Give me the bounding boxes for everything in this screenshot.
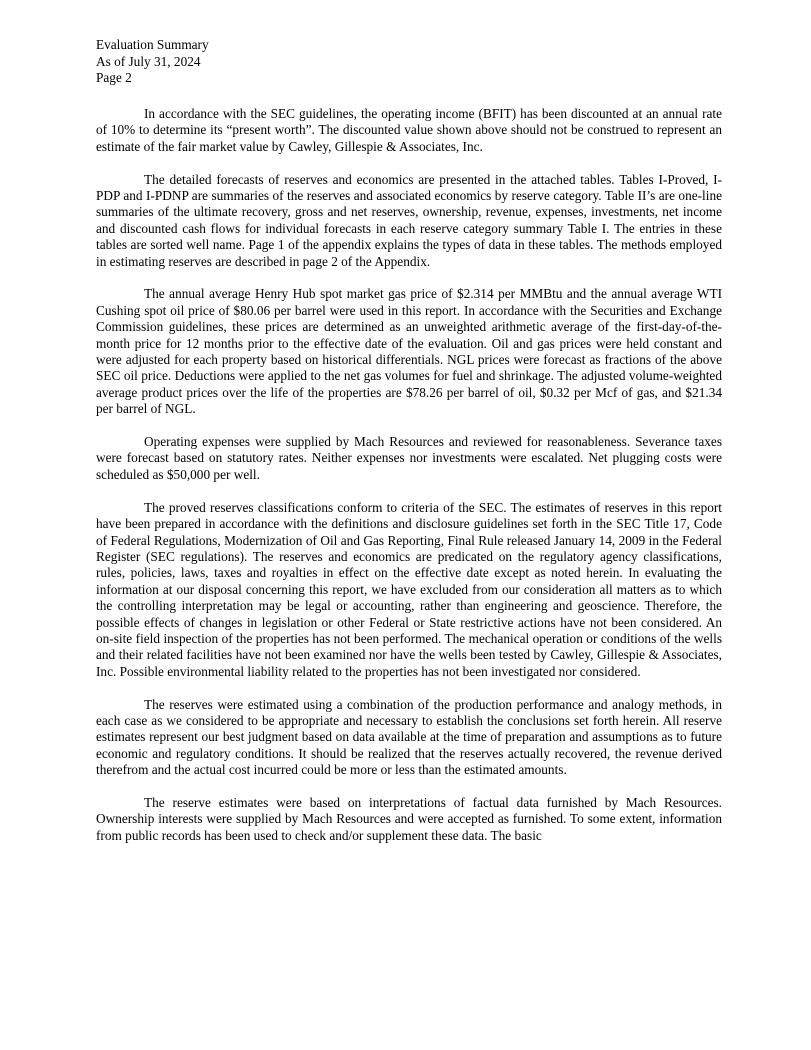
header-date: As of July 31, 2024: [96, 53, 201, 69]
paragraph-reserve-classifications: The proved reserves classifications conform to criteria of the SEC. The estimates of reserves in this report have been prepared in accordance with the definitions and disclosure guidelines set forth in the SEC Title 17, Code of Federal Regulations, Modernization of Oil and Gas Reporting, Final Rule released January 14, 2009 in the Federal Register (SEC regulations). The reserves and economics are predicated on the regulatory agency classifications, rules, policies, laws, taxes and royalties in effect on the effective date except as noted herein. In evaluating the information at our disposal concerning this report, we have excluded from our consideration all matters as to which the controlling interpretation may be legal or accounting, rather than engineering and geoscience. Therefore, the possible effects of changes in legislation or other Federal or State restrictive actions have not been considered. An on-site field inspection of the properties has not been performed. The mechanical operation or conditions of the wells and their related facilities have not been examined nor have the wells been tested by Cawley, Gillespie & Associates, Inc. Possible environmental liability related to the properties has not been investigated nor considered.: [96, 499, 722, 679]
header-title: Evaluation Summary: [96, 37, 209, 52]
body-text: [96, 106, 722, 844]
paragraph-discounting: In accordance with the SEC guidelines, the operating income (BFIT) has been discounted at an annual rate of 10% to determine its “present worth”. The discounted value shown above should not be construed to represent an estimate of the fair market value by Cawley, Gillespie & Associates, Inc.: [96, 106, 722, 154]
paragraph-estimation-methods: The reserves were estimated using a combination of the production performance and analogy methods, in each case as we considered to be appropriate and necessary to establish the conclusions set forth herein. All reserve estimates represent our best judgment based on data available at the time of preparation and assumptions as to future economic and regulatory conditions. It should be realized that the reserves actually recovered, the revenue derived therefrom and the actual cost incurred could be more or less than the estimated amounts.: [96, 696, 722, 778]
page-header: [96, 37, 209, 87]
paragraph-operating-expenses: Operating expenses were supplied by Mach Resources and reviewed for reasonableness. Severance taxes were forecast based on statutory rates. Neither expenses nor investments were escalated. Net plugging costs were scheduled as $50,000 per well.: [96, 434, 722, 482]
paragraph-forecast-tables: The detailed forecasts of reserves and economics are presented in the attached tables. Tables I-Proved, I-PDP and I-PDNP are summaries of the reserves and associated economics by reserve category. Table II’s are one-line summaries of the ultimate recovery, gross and net reserves, ownership, revenue, expenses, investments, net income and discounted cash flows for individual forecasts in each reserve category summary Table I. The entries in these tables are sorted well name. Page 1 of the appendix explains the types of data in these tables. The methods employed in estimating reserves are described in page 2 of the Appendix.: [96, 171, 722, 269]
header-page-number: Page 2: [96, 70, 132, 85]
paragraph-pricing: The annual average Henry Hub spot market gas price of $2.314 per MMBtu and the annual average WTI Cushing spot oil price of $80.06 per barrel were used in this report. In accordance with the Securities and Exchange Commission guidelines, these prices are determined as an unweighted arithmetic average of the first-day-of-the-month price for 12 months prior to the effective date of the evaluation. Oil and gas prices were held constant and were adjusted for each property based on historical differentials. NGL prices were forecast as fractions of the above SEC oil price. Deductions were applied to the net gas volumes for fuel and shrinkage. The adjusted volume-weighted average product prices over the life of the properties are $78.26 per barrel of oil, $0.32 per Mcf of gas, and $21.34 per barrel of NGL.: [96, 286, 722, 417]
paragraph-data-sources: The reserve estimates were based on interpretations of factual data furnished by Mach Resources. Ownership interests were supplied by Mach Resources and were accepted as furnished. To some extent, information from public records has been used to check and/or supplement these data. The basic: [96, 794, 722, 843]
